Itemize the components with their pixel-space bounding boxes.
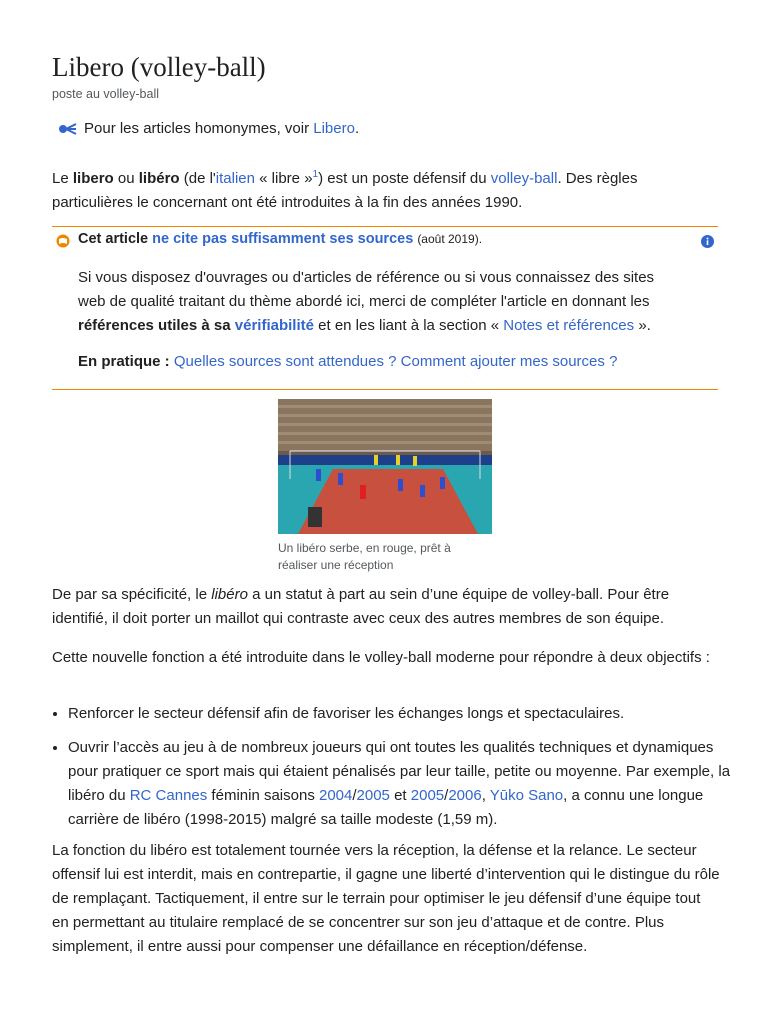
- link-verifiabilite[interactable]: vérifiabilité: [234, 317, 314, 334]
- paragraph-objectifs: Cette nouvelle fonction a été introduite dans le volley-ball moderne pour répondre à deux objectifs :: [52, 649, 710, 666]
- text: (de l': [179, 170, 216, 187]
- text-bold: références utiles à sa: [78, 317, 235, 334]
- link-2005-b[interactable]: 2005: [410, 787, 445, 804]
- warning-label: Cet article: [78, 231, 149, 247]
- link-volley-ball[interactable]: volley-ball: [490, 170, 558, 187]
- text: féminin saisons: [207, 787, 319, 804]
- term-libero: libero: [72, 170, 114, 187]
- objectives-list: [52, 702, 736, 832]
- hatnote-link-libero[interactable]: Libero: [313, 120, 355, 137]
- text: et: [389, 787, 411, 804]
- text: a un statut à part au sein d’une équipe de volley-ball. Pour être identifié, il doit porter un maillot qui contraste avec ceux des autres membres de son équipe.: [52, 586, 670, 627]
- link-yuko-sano[interactable]: Yūko Sano: [489, 787, 564, 804]
- link-2006[interactable]: 2006: [448, 787, 482, 804]
- warning-practice: [78, 353, 617, 370]
- text: ) est un poste défensif du: [318, 170, 491, 187]
- text: , a connu une longue carrière de libéro (1998-2015) malgré sa taille modeste (1,59 m).: [68, 787, 704, 828]
- warning-body: [78, 266, 678, 338]
- book-warning-icon: [56, 234, 70, 248]
- info-icon[interactable]: [701, 235, 714, 248]
- link-sources-attendues[interactable]: Quelles sources sont attendues ?: [173, 353, 397, 370]
- text-italic: libéro: [211, 586, 248, 603]
- link-sources-insuffisantes[interactable]: ne cite pas suffisamment ses sources: [152, 231, 414, 247]
- text: . Des règles particulières le concernant ont été introduites à la fin des années 1990.: [52, 170, 638, 211]
- sources-warning-box: [52, 226, 718, 390]
- text: /: [444, 787, 449, 804]
- link-rc-cannes[interactable]: RC Cannes: [129, 787, 208, 804]
- link-italien[interactable]: italien: [215, 170, 255, 187]
- term-libero-accent: libéro: [138, 170, 180, 187]
- text: « libre »: [255, 170, 313, 187]
- hatnote-suffix: .: [354, 120, 360, 137]
- volleyball-photo[interactable]: [278, 399, 492, 534]
- link-ajouter-sources[interactable]: Comment ajouter mes sources ?: [400, 353, 618, 370]
- text: ,: [481, 787, 490, 804]
- figure: [278, 399, 492, 573]
- warning-date: (août 2019).: [417, 232, 483, 246]
- list-item: [68, 736, 736, 832]
- text: /: [352, 787, 357, 804]
- hatnote-text: Pour les articles homonymes, voir: [84, 120, 314, 137]
- text: ».: [634, 317, 651, 334]
- practice-label: En pratique :: [78, 353, 170, 370]
- text: Ouvrir l’accès au jeu à de nombreux joueurs qui ont toutes les qualités techniques et dynamiques pour pratiquer ce sport mais qui étaient pénalisés par leur taille, petite ou moyenne. Par exemple, la libéro du: [68, 739, 731, 804]
- page-title: Libero (volley-ball): [52, 52, 266, 82]
- text: et en les liant à la section «: [313, 317, 504, 334]
- reference-1[interactable]: 1: [312, 169, 319, 180]
- text: De par sa spécificité, le: [52, 586, 212, 603]
- hatnote: [58, 120, 359, 137]
- link-2004[interactable]: 2004: [318, 787, 353, 804]
- text: Le: [52, 170, 73, 187]
- text: Si vous disposez d'ouvrages ou d'articles de référence ou si vous connaissez des sites web de qualité traitant du thème abordé ici, merci de compléter l'article en donnant les: [78, 269, 655, 310]
- paragraph-fonction: La fonction du libéro est totalement tournée vers la réception, la défense et la relance. Le secteur offensif lui est interdit, mais en contrepartie, il gagne une liberté d’intervention qui le distingue du rôle de remplaçant. Tactiquement, il entre sur le terrain pour optimiser le jeu défensif d’une équipe tout en permettant au titulaire remplacé de se concentrer sur son jeu d’attaque et de contre. Plus simplement, il entre aussi pour compenser une défaillance en réception/défense.: [52, 842, 720, 955]
- text: ou: [113, 170, 139, 187]
- warning-header: [78, 231, 482, 247]
- paragraph-specificite: [52, 583, 720, 631]
- list-item: • Renforcer le secteur défensif afin de favoriser les échanges longs et spectaculaires.: [68, 702, 736, 726]
- disambiguation-icon: [58, 121, 78, 137]
- link-notes-references[interactable]: Notes et références: [503, 317, 635, 334]
- page-subtitle: poste au volley-ball: [52, 87, 160, 101]
- link-2005[interactable]: 2005: [356, 787, 390, 804]
- figure-caption: Un libéro serbe, en rouge, prêt à réaliser une réception: [278, 541, 451, 572]
- intro-paragraph: [52, 161, 720, 215]
